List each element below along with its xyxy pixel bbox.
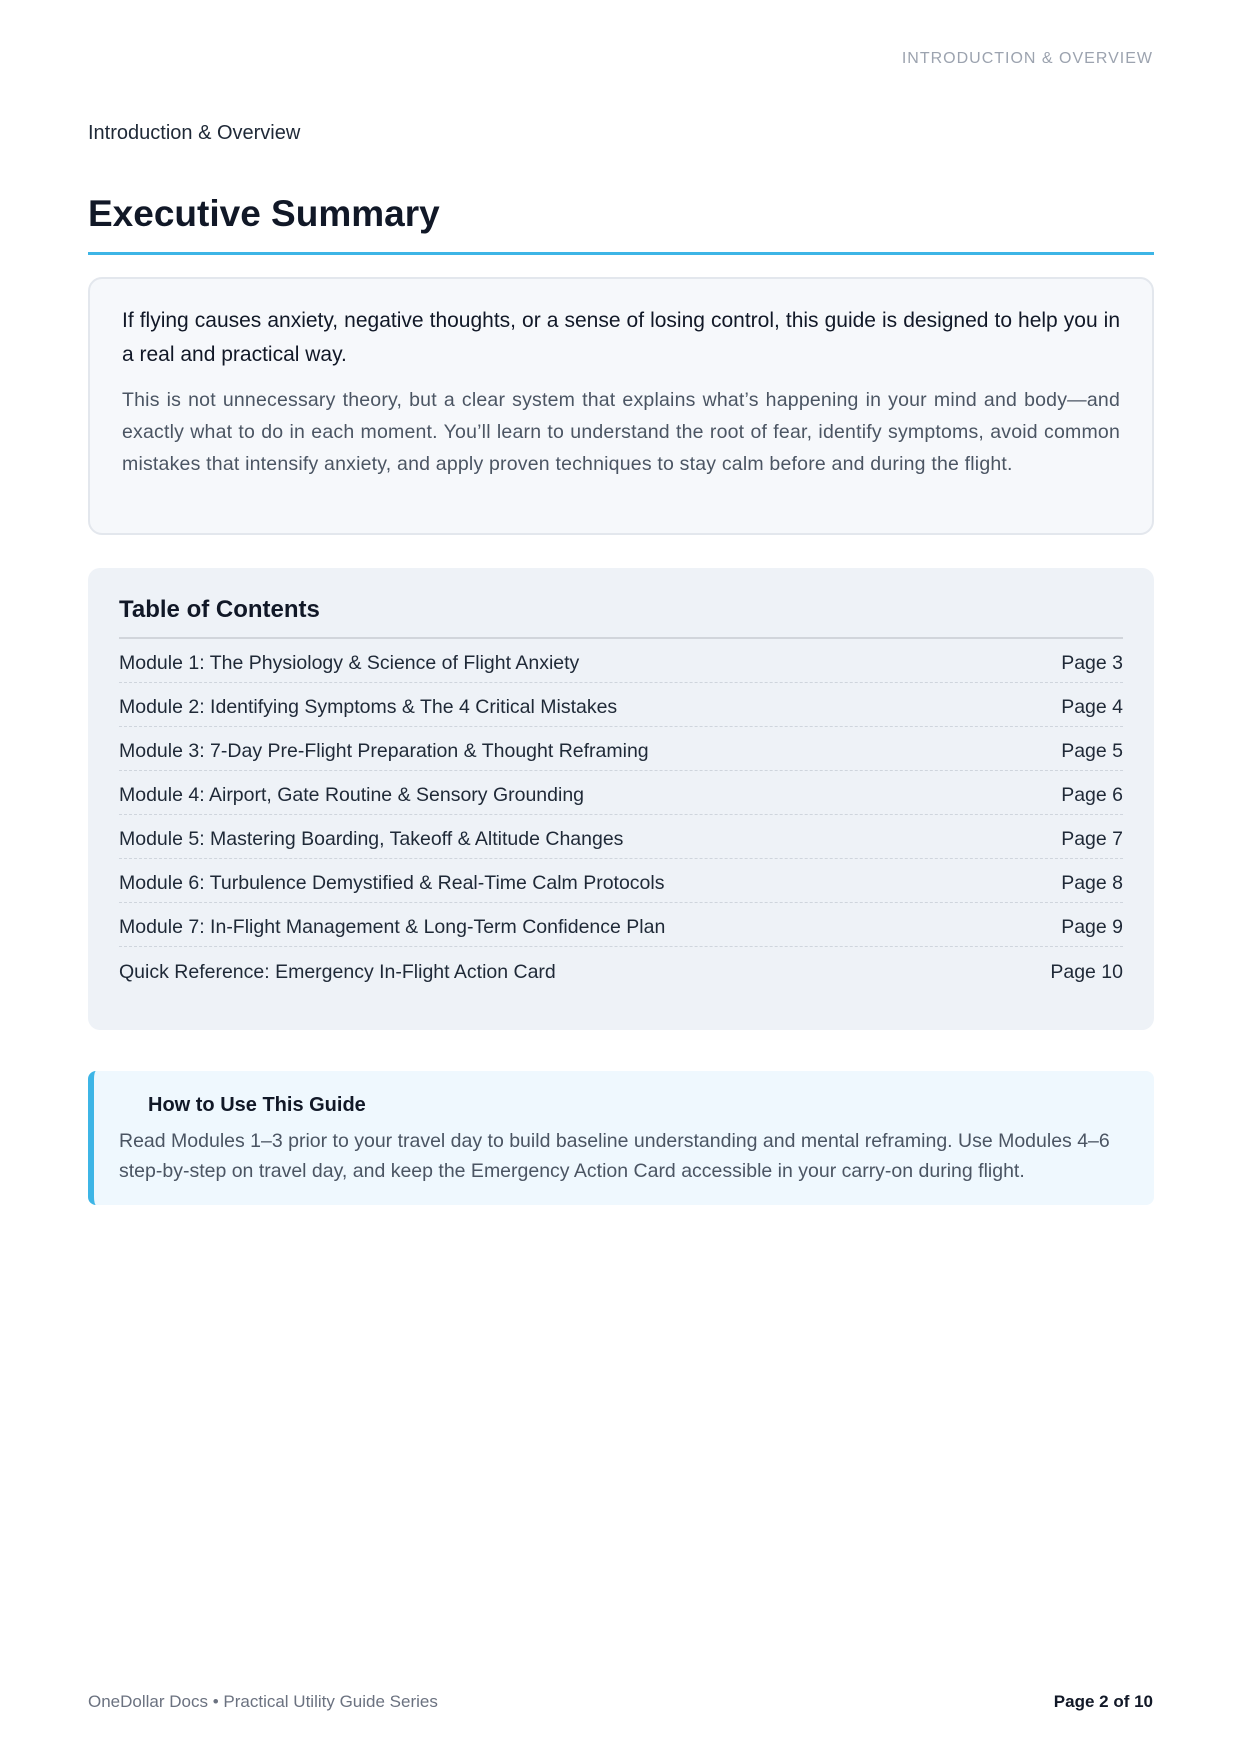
toc-item[interactable] (119, 903, 1123, 947)
page-title: Executive Summary (88, 193, 440, 234)
toc-item[interactable] (119, 859, 1123, 903)
toc-item-page: Page 3 (1061, 652, 1123, 674)
toc-item-page: Page 10 (1050, 960, 1123, 983)
toc-item-label: Module 7: In-Flight Management & Long-Term Confidence Plan (119, 916, 666, 938)
toc-item[interactable] (119, 947, 1123, 991)
table-of-contents (88, 568, 1154, 1030)
intro-body: This is not unnecessary theory, but a clear system that explains what’s happening in your mind and body—and exactly what to do in each moment. You’ll learn to understand the root of fear, identify symptoms, avoid common mistakes that intensify anxiety, and apply proven techniques to stay calm before and during the flight. (122, 389, 1120, 475)
toc-item-label: Module 6: Turbulence Demystified & Real-Time Calm Protocols (119, 872, 665, 894)
toc-item-page: Page 9 (1061, 916, 1123, 938)
toc-item[interactable] (119, 727, 1123, 771)
toc-item-label: Module 4: Airport, Gate Routine & Sensory Grounding (119, 784, 585, 806)
toc-item-label: Module 2: Identifying Symptoms & The 4 Critical Mistakes (119, 696, 618, 718)
toc-item[interactable] (119, 771, 1123, 815)
toc-item-page: Page 5 (1061, 740, 1123, 762)
intro-card (88, 277, 1154, 535)
toc-item-label: Module 5: Mastering Boarding, Takeoff & Altitude Changes (119, 828, 624, 850)
toc-item-page: Page 8 (1061, 872, 1123, 894)
title-divider (88, 252, 1154, 255)
footer-series: OneDollar Docs • Practical Utility Guide Series (88, 1692, 438, 1711)
toc-item-page: Page 7 (1061, 828, 1123, 850)
callout-title: How to Use This Guide (148, 1094, 366, 1116)
running-header: INTRODUCTION & OVERVIEW (901, 50, 1153, 67)
toc-item[interactable] (119, 815, 1123, 859)
toc-item-label: Module 1: The Physiology & Science of Flight Anxiety (119, 652, 580, 674)
toc-item[interactable] (119, 639, 1123, 683)
toc-list (119, 639, 1123, 991)
toc-item-page: Page 4 (1061, 696, 1123, 718)
toc-item-label: Module 3: 7-Day Pre-Flight Preparation & Thought Reframing (119, 740, 649, 762)
page-number: Page 2 of 10 (1053, 1692, 1153, 1711)
section-label: Introduction & Overview (88, 122, 301, 144)
toc-item-page: Page 6 (1061, 784, 1123, 806)
how-to-use-callout (88, 1071, 1154, 1205)
intro-lead: If flying causes anxiety, negative thoughts, or a sense of losing control, this guide is designed to help you in a real and practical way. (122, 309, 1120, 366)
toc-title: Table of Contents (119, 596, 1123, 639)
toc-item-label: Quick Reference: Emergency In-Flight Action Card (119, 960, 556, 983)
toc-item[interactable] (119, 683, 1123, 727)
callout-body: Read Modules 1–3 prior to your travel day to build baseline understanding and mental reframing. Use Modules 4–6 step-by-step on travel day, and keep the Emergency Action Card accessible in your carry-on during flight. (119, 1130, 1110, 1182)
